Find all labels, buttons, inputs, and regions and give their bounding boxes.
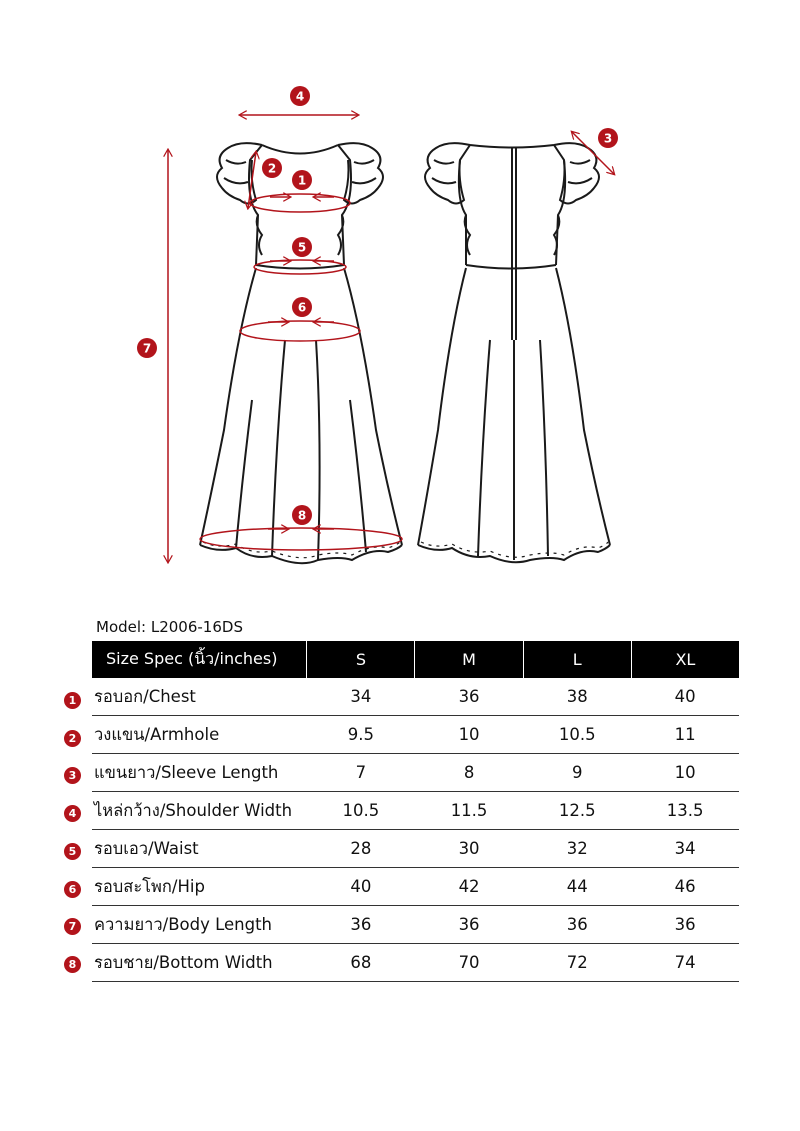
table-cell: 10 — [415, 716, 523, 754]
marker-6-icon — [292, 297, 312, 317]
svg-text:6: 6 — [297, 300, 307, 315]
row-label: รอบสะโพก/Hip — [92, 868, 307, 906]
row-label: แขนยาว/Sleeve Length — [92, 754, 307, 792]
table-cell: 74 — [631, 944, 739, 982]
table-cell: 34 — [307, 678, 415, 716]
table-cell: 10 — [631, 754, 739, 792]
size-spec-table — [92, 641, 739, 982]
table-row — [92, 716, 739, 754]
table-cell: 44 — [523, 868, 631, 906]
table-cell: 72 — [523, 944, 631, 982]
table-cell: 30 — [415, 830, 523, 868]
table-row — [92, 678, 739, 716]
row-number-icon: 7 — [64, 918, 81, 935]
table-cell: 46 — [631, 868, 739, 906]
table-cell: 38 — [523, 678, 631, 716]
table-row — [92, 754, 739, 792]
table-cell: 10.5 — [523, 716, 631, 754]
table-cell: 12.5 — [523, 792, 631, 830]
row-label: ไหล่กว้าง/Shoulder Width — [92, 792, 307, 830]
row-number-icon: 4 — [64, 805, 81, 822]
marker-4-icon — [290, 86, 310, 106]
marker-8-icon — [292, 505, 312, 525]
table-row — [92, 868, 739, 906]
table-cell: 68 — [307, 944, 415, 982]
svg-text:8: 8 — [297, 508, 307, 523]
table-cell: 36 — [415, 906, 523, 944]
svg-text:4: 4 — [295, 89, 305, 104]
table-row — [92, 906, 739, 944]
svg-text:1: 1 — [297, 173, 307, 188]
marker-7-icon — [137, 338, 157, 358]
marker-2-icon — [262, 158, 282, 178]
svg-text:2: 2 — [267, 161, 277, 176]
svg-text:7: 7 — [142, 341, 152, 356]
row-label: วงแขน/Armhole — [92, 716, 307, 754]
header-size-l: L — [523, 641, 631, 678]
table-cell: 40 — [307, 868, 415, 906]
header-size-xl: XL — [631, 641, 739, 678]
row-label: ความยาว/Body Length — [92, 906, 307, 944]
table-header-row — [92, 641, 739, 678]
model-label: Model: L2006-16DS — [96, 618, 243, 636]
header-size-m: M — [415, 641, 523, 678]
svg-text:5: 5 — [297, 240, 307, 255]
table-cell: 7 — [307, 754, 415, 792]
table-cell: 40 — [631, 678, 739, 716]
table-row — [92, 944, 739, 982]
marker-1-icon — [292, 170, 312, 190]
table-cell: 9 — [523, 754, 631, 792]
table-cell: 28 — [307, 830, 415, 868]
table-cell: 36 — [415, 678, 523, 716]
header-size-s: S — [307, 641, 415, 678]
table-cell: 36 — [307, 906, 415, 944]
table-cell: 11.5 — [415, 792, 523, 830]
row-number-icon: 3 — [64, 767, 81, 784]
table-cell: 42 — [415, 868, 523, 906]
svg-text:3: 3 — [603, 131, 613, 146]
back-dress-outline — [418, 143, 610, 562]
row-number-icon: 2 — [64, 730, 81, 747]
table-cell: 34 — [631, 830, 739, 868]
table-cell: 70 — [415, 944, 523, 982]
table-cell: 36 — [631, 906, 739, 944]
row-label: รอบอก/Chest — [92, 678, 307, 716]
table-cell: 8 — [415, 754, 523, 792]
row-number-icon: 8 — [64, 956, 81, 973]
row-label: รอบชาย/Bottom Width — [92, 944, 307, 982]
row-number-icon: 1 — [64, 692, 81, 709]
table-row — [92, 792, 739, 830]
table-row — [92, 830, 739, 868]
table-cell: 13.5 — [631, 792, 739, 830]
table-cell: 32 — [523, 830, 631, 868]
front-dress-outline — [200, 143, 402, 563]
header-size-spec: Size Spec (นิ้ว/inches) — [92, 641, 307, 678]
marker-3-icon — [598, 128, 618, 148]
row-number-icon: 6 — [64, 881, 81, 898]
table-cell: 10.5 — [307, 792, 415, 830]
table-cell: 9.5 — [307, 716, 415, 754]
table-cell: 36 — [523, 906, 631, 944]
row-number-icon: 5 — [64, 843, 81, 860]
table-cell: 11 — [631, 716, 739, 754]
row-label: รอบเอว/Waist — [92, 830, 307, 868]
marker-5-icon — [292, 237, 312, 257]
